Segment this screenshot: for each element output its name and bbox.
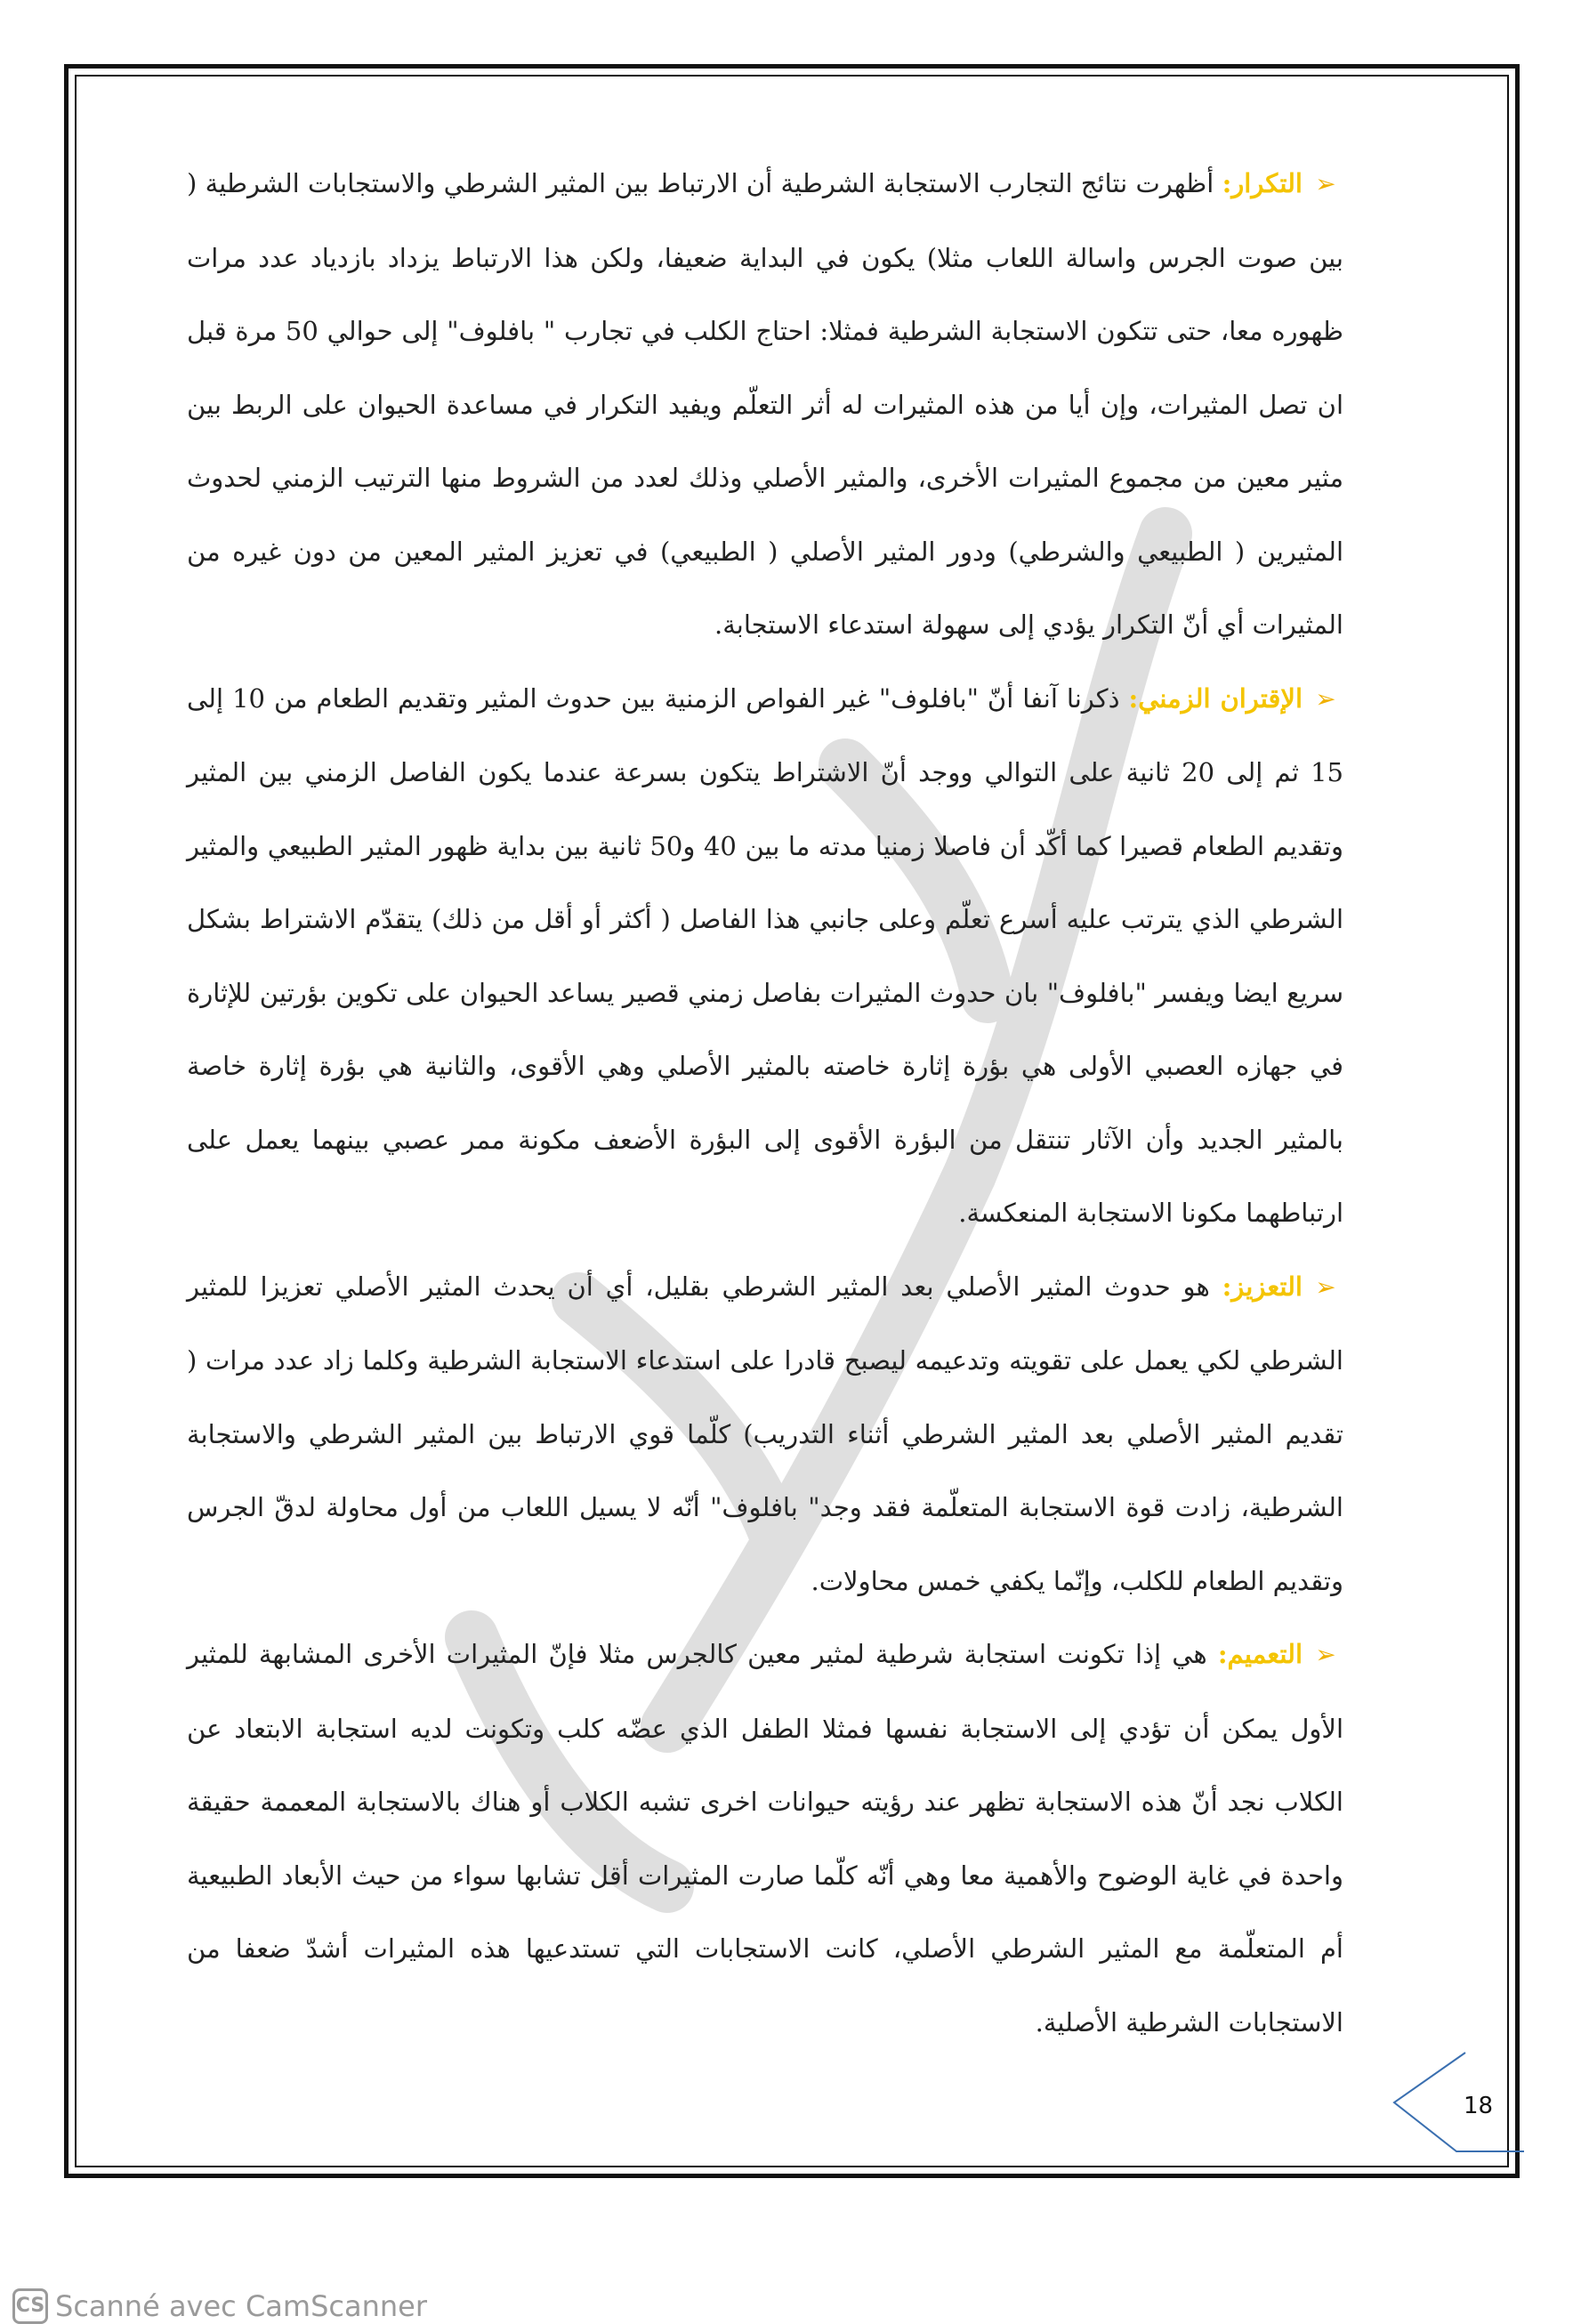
page-number: 18	[1464, 2093, 1494, 2119]
check-arrow-bullet-icon: ➢	[1315, 683, 1336, 714]
scanner-footer-text: Scanné avec CamScanner	[55, 2289, 427, 2323]
term-temporal-contiguity: الإقتران الزمني:	[1128, 682, 1303, 714]
term-generalization: التعميم:	[1217, 1639, 1303, 1669]
term-repetition: التكرار:	[1222, 168, 1303, 198]
scanner-footer	[12, 2288, 427, 2324]
paragraph-text: هو حدوث المثير الأصلي بعد المثير الشرطي بقليل، أي أن يحدث المثير الأصلي تعزيزا للمثير الشرطي لكي يعمل على تقويته وتدعيمه ليصبح قادرا على استدعاء الاستجابة الشرطية وكلما زاد عدد مرات ( تقديم المثير الأصلي بعد المثير الشرطي أثناء التدريب) كلّما قوي الارتباط بين المثير الشرطي والاستجابة الشرطية، زادت قوة الاستجابة المتعلّمة فقد وجد" بافلوف" أنّه لا يسيل اللعاب من أول محاولة لدقّ الجرس وتقديم الطعام للكلب، وإنّما يكفي خمس محاولات.	[187, 1271, 1343, 1596]
check-arrow-bullet-icon: ➢	[1315, 169, 1336, 198]
paragraph-text: هي إذا تكونت استجابة شرطية لمثير معين كالجرس مثلا فإنّ المثيرات الأخرى المشابهة للمثير الأول يمكن أن تؤدي إلى الاستجابة نفسها فمثلا الطفل الذي عضّه كلب وتكونت لديه استجابة الابتعاد عن الكلاب نجد أنّ هذه الاستجابة تظهر عند رؤيته حيوانات اخرى تشبه الكلاب أو هناك بالاستجابة المعممة حقيقة واحدة في غاية الوضوح والأهمية معا وهي أنّه كلّما صارت المثيرات أقل تشابها سواء من حيث الأبعاد الطبيعية أم المتعلّمة مع المثير الشرطي الأصلي، كانت الاستجابات التي تستدعيها هذه المثيرات أشدّ ضعفا من الاستجابات الشرطية الأصلية.	[187, 1639, 1343, 2038]
paragraph-text: ذكرنا آنفا أنّ "بافلوف" غير الفواص الزمنية بين حدوث المثير وتقديم الطعام من 10 إلى 15 ثم إلى 20 ثانية على التوالي ووجد أنّ الاشتراط يتكون بسرعة عندما يكون الفاصل الزمني بين المثير وتقديم الطعام قصيرا كما أكّد أن فاصلا زمنيا مدته ما بين 40 و50 ثانية بين بداية ظهور المثير الطبيعي والمثير الشرطي الذي يترتب عليه أسرع تعلّم وعلى جانبي هذا الفاصل ( أكثر أو أقل من ذلك) يتقدّم الاشتراط بشكل سريع ايضا ويفسر "بافلوف" بان حدوث المثيرات بفاصل زمني قصير يساعد الحيوان على تكوين بؤرتين للإثارة في جهازه العصبي الأولى هي بؤرة إثارة خاصته بالمثير الأصلي وهي الأقوى، والثانية هي بؤرة إثارة خاصة بالمثير الجديد وأن الآثار تنتقل من البؤرة الأقوى إلى البؤرة الأضعف مكونة ممر عصبي بينهما يعمل على ارتباطهما مكونا الاستجابة المنعكسة.	[187, 682, 1343, 1228]
paragraph-text: أظهرت نتائج التجارب الاستجابة الشرطية أن الارتباط بين المثير الشرطي والاستجابات الشرطية ( بين صوت الجرس واسالة اللعاب مثلا) يكون في البداية ضعيفا، ولكن هذا الارتباط يزداد بازدياد عدد مرات ظهوره معا، حتى تتكون الاستجابة الشرطية فمثلا: احتاج الكلب في تجارب " بافلوف" إلى حوالي 50 مرة قبل ان تصل المثيرات، وإن أيا من هذه المثيرات له أثر التعلّم ويفيد التكرار في مساعدة الحيوان على الربط بين مثير معين من مجموع المثيرات الأخرى، والمثير الأصلي وذلك لعدد من الشروط منها الترتيب الزمني لحدوث المثيرين ( الطبيعي والشرطي) ودور المثير الأصلي ( الطبيعي) في تعزيز المثير المعين من دون غيره من المثيرات أي أنّ التكرار يؤدي إلى سهولة استدعاء الاستجابة.	[187, 168, 1343, 640]
page-number-diamond	[1392, 2051, 1526, 2153]
paragraph-temporal-contiguity	[187, 662, 1343, 1250]
check-arrow-bullet-icon: ➢	[1315, 1640, 1336, 1669]
camscanner-logo-icon: CS	[12, 2288, 48, 2324]
document-body	[187, 147, 1343, 2059]
paragraph-repetition	[187, 147, 1343, 662]
paragraph-generalization	[187, 1618, 1343, 2059]
term-reinforcement: التعزيز:	[1222, 1271, 1303, 1302]
check-arrow-bullet-icon: ➢	[1315, 1271, 1336, 1302]
paragraph-reinforcement	[187, 1250, 1343, 1618]
